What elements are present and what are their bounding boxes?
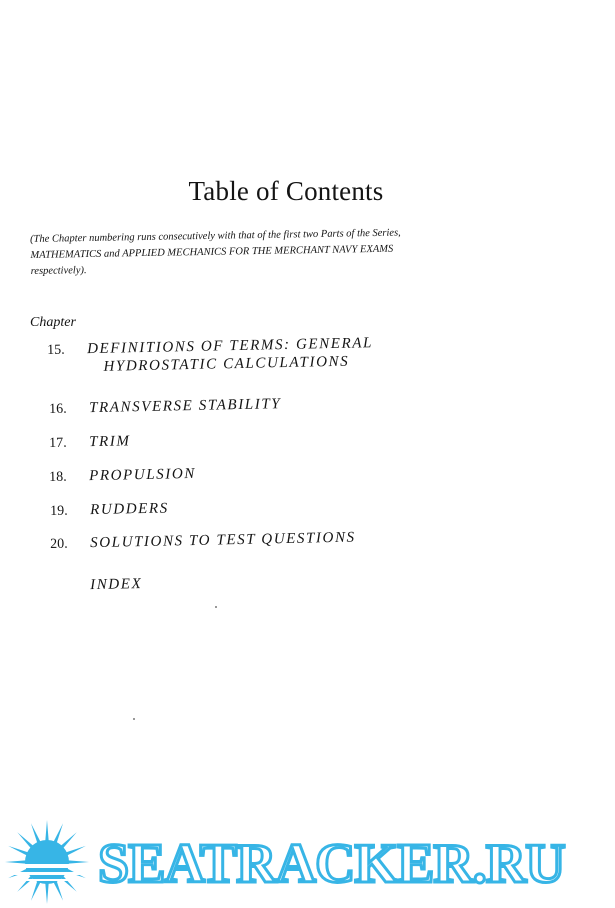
chapter-title-continued: HYDROSTATIC CALCULATIONS <box>103 353 350 375</box>
chapter-title: TRANSVERSE STABILITY <box>88 396 282 417</box>
chapter-title: DEFINITIONS OF TERMS: GENERAL <box>86 335 374 358</box>
chapter-number: 17. <box>49 435 67 451</box>
sun-ray <box>8 846 29 856</box>
chapter-title: SOLUTIONS TO TEST QUESTIONS <box>89 529 356 552</box>
watermark <box>0 812 615 908</box>
chapter-title: RUDDERS <box>89 500 169 519</box>
series-note-line-1: (The Chapter numbering runs consecutively with that of the first two Parts of the Series, <box>30 227 401 245</box>
series-note-line-2: MATHEMATICS and APPLIED MECHANICS FOR THE MERCHANT NAVY EXAMS <box>30 243 394 261</box>
chapter-number: 18. <box>49 469 67 485</box>
sun-ray <box>53 880 63 901</box>
chapter-number: 20. <box>50 536 68 552</box>
sun-ray <box>31 880 41 901</box>
chapter-number: 15. <box>47 342 65 358</box>
series-note-line-3: respectively). <box>30 265 87 277</box>
sun-ray <box>45 820 49 842</box>
chapter-number: 19. <box>50 503 68 519</box>
scan-speck <box>133 718 135 720</box>
page-title: Table of Contents <box>188 176 384 206</box>
sun-logo-icon <box>0 812 100 908</box>
watermark-text: SEATRACKER.RU <box>98 833 565 895</box>
chapter-column-heading: Chapter <box>30 315 76 330</box>
sun-ray <box>65 846 86 856</box>
chapter-title: PROPULSION <box>88 465 197 485</box>
chapter-number: 16. <box>49 401 67 417</box>
index-label: INDEX <box>89 576 143 594</box>
sun-ray <box>45 882 49 904</box>
scan-speck <box>215 606 217 608</box>
sun-ray <box>31 823 41 844</box>
sun-ray <box>67 860 89 864</box>
chapter-title: TRIM <box>88 433 131 451</box>
sun-ray <box>53 823 63 844</box>
sun-ray <box>5 860 27 864</box>
